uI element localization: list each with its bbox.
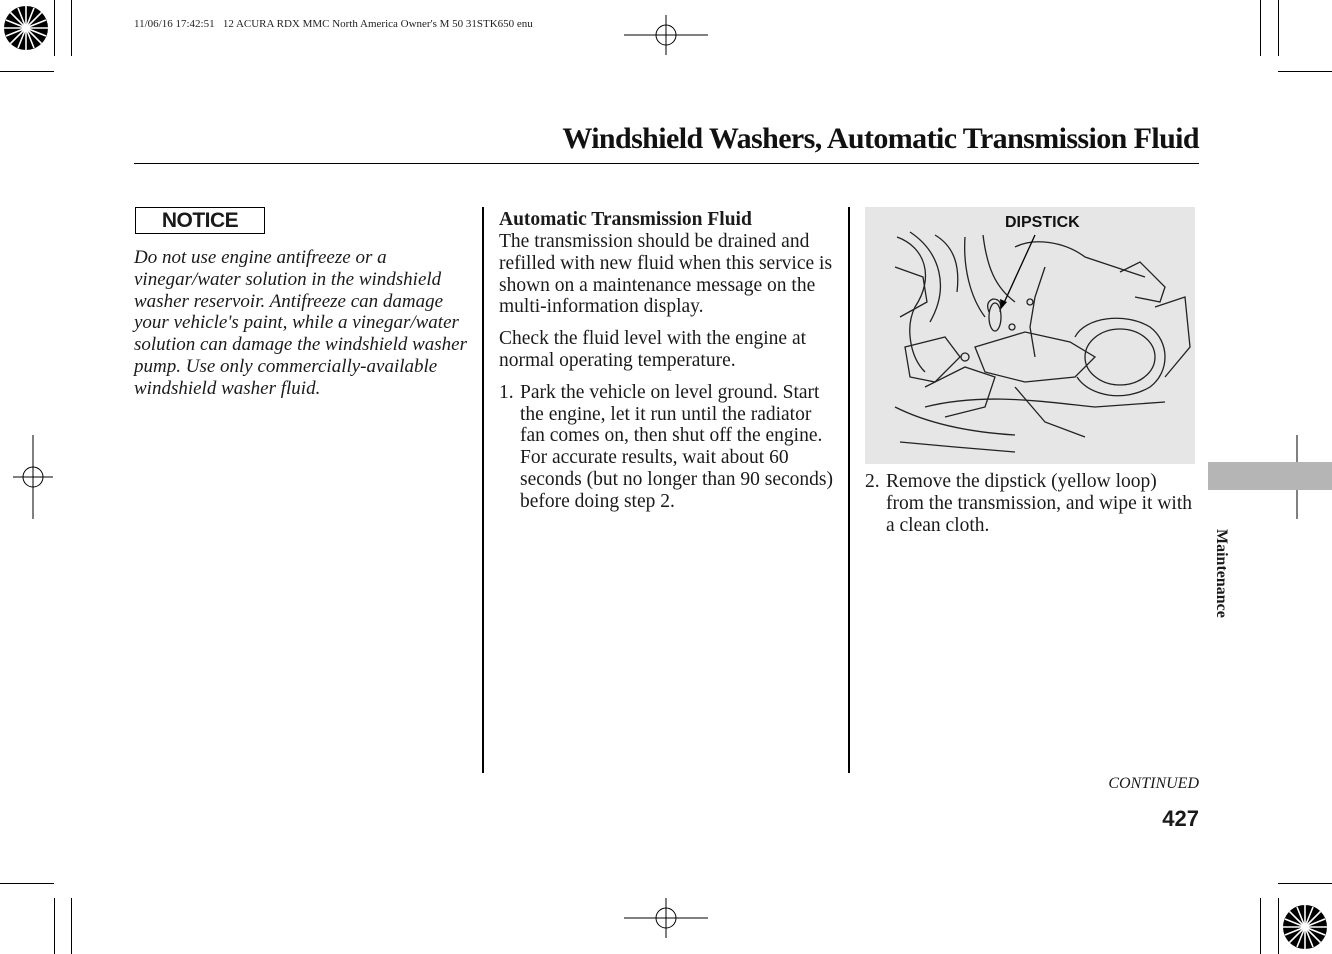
title-divider xyxy=(134,163,1199,164)
dipstick-label: DIPSTICK xyxy=(1005,214,1080,231)
notice-badge: NOTICE xyxy=(135,207,265,234)
page-title: Windshield Washers, Automatic Transmission Fluid xyxy=(562,122,1199,155)
step-number: 1. xyxy=(499,381,514,403)
atf-check: Check the fluid level with the engine at normal operating temperature. xyxy=(499,328,807,371)
print-header: 11/06/16 17:42:51 12 ACURA RDX MMC North America Owner's M 50 31STK650 enu xyxy=(134,18,533,30)
starburst-icon xyxy=(4,6,48,50)
crosshair-icon xyxy=(624,898,708,938)
atf-intro: The transmission should be drained and refilled with new fluid when this service is shown on a maintenance message on the multi-information display. xyxy=(499,231,833,318)
continued-label: CONTINUED xyxy=(1108,775,1199,792)
page-number: 427 xyxy=(1162,806,1199,831)
crosshair-icon xyxy=(13,435,53,519)
column-divider xyxy=(482,207,484,773)
notice-text: Do not use engine antifreeze or a vinegar/water solution in the windshield washer reservoir. Antifreeze can damage your vehicle's paint, while a vinegar/water solution can damage the windshield washer pump. Use only commercially-available windshield washer fluid. xyxy=(134,247,468,399)
column-divider xyxy=(848,207,850,773)
section-tab-label: Maintenance xyxy=(1213,529,1230,618)
starburst-icon xyxy=(1283,905,1327,949)
section-tab xyxy=(1208,462,1332,490)
engine-diagram xyxy=(865,207,1195,464)
crosshair-icon xyxy=(624,15,708,55)
section-heading: Automatic Transmission Fluid xyxy=(499,209,752,230)
step-item xyxy=(499,382,834,513)
step-number: 2. xyxy=(865,471,880,492)
dipstick-illustration xyxy=(865,207,1195,464)
step-item xyxy=(865,471,1195,536)
step-continued xyxy=(865,471,1195,536)
atf-section xyxy=(499,209,834,513)
step-text: Remove the dipstick (yellow loop) from the transmission, and wipe it with a clean cloth. xyxy=(886,471,1193,536)
step-text: Park the vehicle on level ground. Start the engine, let it run until the radiator fan comes on, then shut off the engine. For accurate results, wait about 60 seconds (but no longer than 90 seconds) before doing step 2. xyxy=(520,381,834,512)
